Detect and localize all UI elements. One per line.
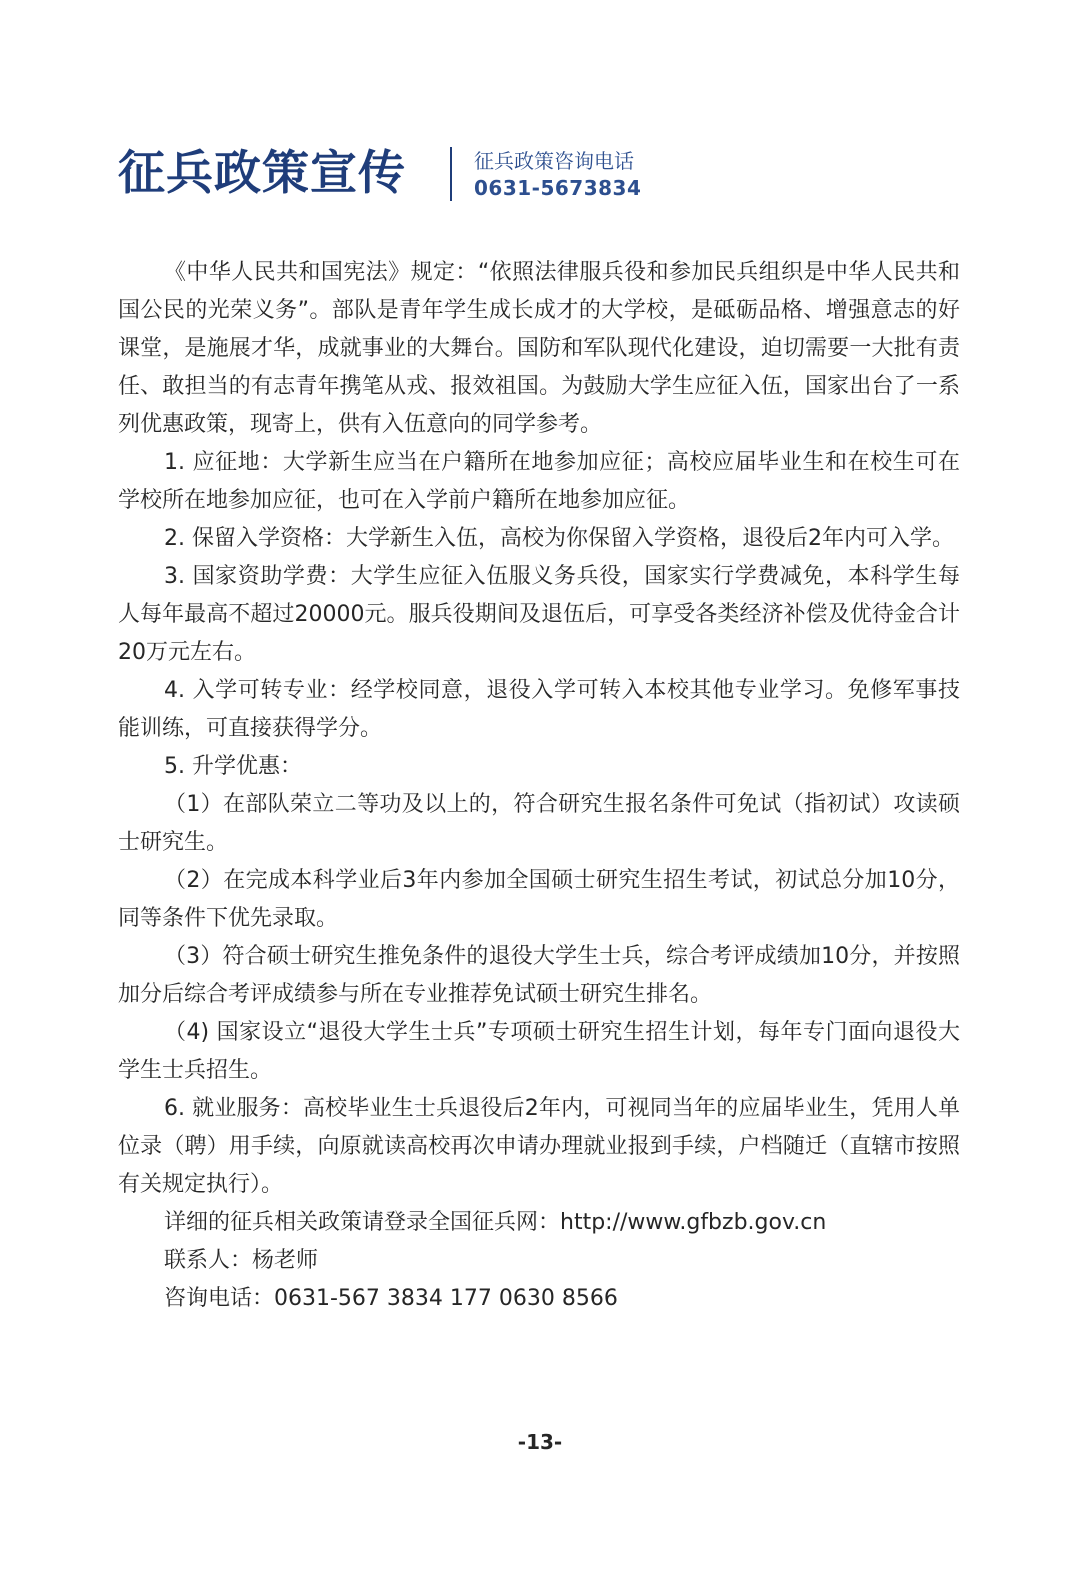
- document-body: [118, 254, 960, 1318]
- website-info: 详细的征兵相关政策请登录全国征兵网：http://www.gfbzb.gov.cn: [164, 1210, 827, 1235]
- page-number: -13-: [517, 1430, 563, 1454]
- consult-label: 征兵政策咨询电话: [474, 149, 634, 173]
- further-study-subitem-3: （3）符合硕士研究生推免条件的退役大学生士兵，综合考评成绩加10分，并按照加分后综合考评成绩参与所在专业推荐免试硕士研究生排名。: [118, 944, 960, 1007]
- policy-item-recruit-location: 1. 应征地：大学新生应当在户籍所在地参加应征；高校应届毕业生和在校生可在学校所在地参加应征，也可在入学前户籍所在地参加应征。: [118, 450, 960, 513]
- contact-phone: 咨询电话：0631-567 3834 177 0630 8566: [164, 1286, 618, 1311]
- policy-item-employment: 6. 就业服务：高校毕业生士兵退役后2年内，可视同当年的应届毕业生，凭用人单位录（聘）用手续，向原就读高校再次申请办理就业报到手续，户档随迁（直辖市按照有关规定执行）。: [118, 1096, 960, 1197]
- policy-item-enrollment-retention: 2. 保留入学资格：大学新生入伍，高校为你保留入学资格，退役后2年内可入学。: [164, 526, 954, 551]
- header-divider: [450, 147, 452, 201]
- policy-item-further-study: 5. 升学优惠：: [164, 754, 302, 779]
- policy-item-major-transfer: 4. 入学可转专业：经学校同意，退役入学可转入本校其他专业学习。免修军事技能训练，可直接获得学分。: [118, 678, 960, 741]
- policy-item-tuition-aid: 3. 国家资助学费：大学生应征入伍服义务兵役，国家实行学费减免，本科学生每人每年最高不超过20000元。服兵役期间及退伍后，可享受各类经济补偿及优待金合计20万元左右。: [118, 564, 960, 665]
- consult-phone: 0631-5673834: [474, 176, 642, 200]
- page-title: 征兵政策宣传: [118, 146, 406, 201]
- page-header: [118, 138, 641, 210]
- further-study-subitem-1: （1）在部队荣立二等功及以上的，符合研究生报名条件可免试（指初试）攻读硕士研究生。: [118, 792, 960, 855]
- contact-person: 联系人：杨老师: [164, 1248, 319, 1273]
- further-study-subitem-4: （4) 国家设立“退役大学生士兵”专项硕士研究生招生计划，每年专门面向退役大学生士兵招生。: [118, 1020, 960, 1083]
- further-study-subitem-2: （2）在完成本科学业后3年内参加全国硕士研究生招生考试，初试总分加10分， 同等条件下优先录取。: [118, 868, 960, 931]
- consult-info: [474, 147, 641, 201]
- intro-paragraph: 《中华人民共和国宪法》规定：“依照法律服兵役和参加民兵组织是中华人民共和国公民的光荣义务”。部队是青年学生成长成才的大学校，是砥砺品格、增强意志的好课堂，是施展才华，成就事业的大舞台。国防和军队现代化建设，迫切需要一大批有责任、敢担当的有志青年携笔从戎、报效祖国。为鼓励大学生应征入伍，国家出台了一系列优惠政策，现寄上，供有入伍意向的同学参考。: [118, 260, 960, 437]
